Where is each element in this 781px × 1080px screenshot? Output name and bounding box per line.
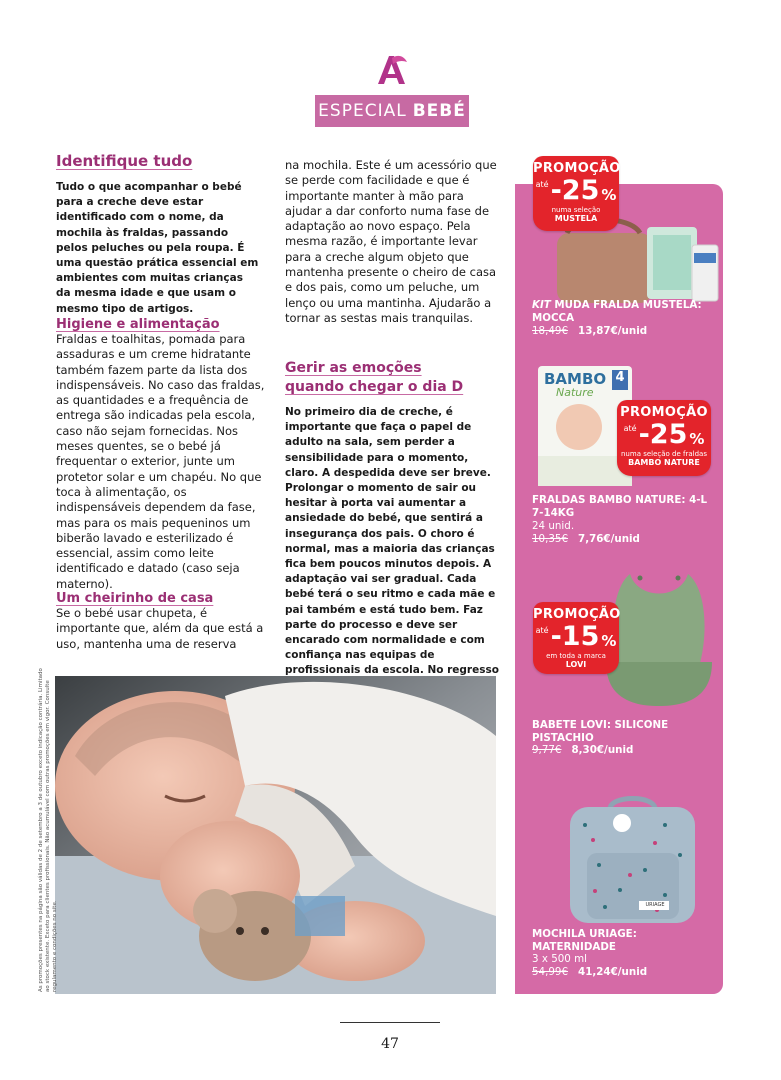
page-number: 47	[381, 1036, 399, 1052]
promo-title: PROMOÇÃO	[533, 161, 621, 176]
text-emocoes: No primeiro dia de creche, é importante que faça o papel de adulto na sala, sem perder a sensibilidade para o momento, claro. A despedida deve ser breve. Prolongar o momento de sair ou hesitar à porta vai aumentar a ansiedade do bebé, que sentirá a insegurança dos pais. O choro é normal, mas a maioria das crianças fica bem poucos minutos depois. A adaptação vai ser gradual. Cada bebé terá o seu ritmo e cada mãe e pai também e está tudo bem. Faz parte do processo e deve ser encarado com normalidade e com confiança nas equipas de profissionais da escola. No regresso	[285, 406, 499, 677]
promo-ate: até	[623, 424, 637, 433]
product-name-lovi: BABETE LOVI: SILICONE PISTACHIO	[532, 719, 669, 744]
text-identifique: Tudo o que acompanhar o bebé para a creche deve estar identificado com o nome, da mochila às fraldas, passando pelos peluches ou pela roupa. É uma questão prática essencial em ambientes com muitas crianças da mesma idade e que usam o mesmo tipo de artigos.	[56, 181, 259, 315]
promo-badge-bambo	[617, 400, 711, 476]
text-higiene: Fraldas e toalhitas, pomada para assaduras e um creme hidratante também fazem parte da lista dos indispensáveis. No caso das fraldas, as quantidades e a frequência de entrega são indicadas pela escola, caso não sejam fornecidas. Nos meses quentes, se o bebé já frequentar o exterior, junte um protetor solar e um chapéu. No que toca à alimentação, os indispensáveis dependem da fase, mas para os mais pequeninos um biberão lavado e esterilizado é essencial, assim como leite identificado e datado (caso seja materno).	[56, 332, 265, 591]
promo-percent: %	[601, 186, 617, 204]
auchan-bird-logo	[372, 52, 410, 86]
promo-ate: até	[535, 626, 549, 635]
footer-rule	[340, 1022, 440, 1023]
product-sub-bambo: 24 unid.	[532, 520, 575, 532]
price-mustela	[532, 325, 647, 338]
promo-value: -15	[550, 621, 600, 652]
pack-baby-picture	[556, 404, 602, 450]
product-name-kit: KIT	[532, 299, 551, 311]
text-mochila-continuation: na mochila. Este é um acessório que se perde com facilidade e que é importante manter à mão para ajudar a dar conforto numa fase de adaptação ao novo espaço. Pela mesma razão, é importante levar para a creche algum objeto que mantenha presente o cheiro de casa e dos pais, como um peluche, um lenço ou uma mantinha. Ajudarão a tornar as sestas mais tranquilas.	[285, 158, 497, 325]
old-price: 54,99€	[532, 966, 569, 978]
product-name-mustela	[532, 299, 712, 325]
promo-badge-mustela	[533, 156, 619, 231]
promo-brand: BAMBO NATURE	[628, 458, 700, 467]
backpack-label: URIAGE	[645, 902, 665, 908]
old-price: 9,77€	[532, 744, 562, 756]
pack-sub: Nature	[556, 386, 594, 399]
promo-note: em toda a marca	[546, 652, 606, 660]
promo-title: PROMOÇÃO	[620, 405, 708, 420]
price-bambo	[532, 533, 640, 546]
legal-disclaimer: As promoções presentes na página são válidas de 2 de setembro a 3 de outubro exceto indicação contrária. Limitado ao stock existente. Exceto para clientes profissionais. Não acumulável com outras promoções em vigor. Consulte regulamento e condições no site.	[38, 668, 58, 992]
new-price: 41,24€/unid	[578, 966, 648, 978]
heading-identifique: Identifique tudo	[56, 152, 193, 170]
promo-title: PROMOÇÃO	[533, 607, 621, 622]
promo-badge-lovi	[533, 602, 619, 674]
price-uriage	[532, 966, 647, 979]
section-tag	[315, 95, 469, 127]
promo-value: -25	[550, 175, 600, 206]
new-price: 8,30€/unid	[571, 744, 634, 756]
product-name-rest: MUDA FRALDA MUSTELA: MOCCA	[532, 299, 702, 324]
old-price: 10,35€	[532, 533, 569, 545]
uriage-backpack-image	[565, 795, 700, 925]
promo-value: -25	[638, 419, 688, 450]
promo-brand: MUSTELA	[554, 214, 598, 223]
product-sub-uriage: 3 x 500 ml	[532, 953, 588, 965]
promo-note: numa seleção de fraldas	[621, 450, 707, 458]
pack-brand: BAMBO	[544, 370, 607, 388]
heading-cheirinho: Um cheirinho de casa	[56, 591, 214, 606]
promo-percent: %	[601, 632, 617, 650]
old-price: 18,49€	[532, 325, 569, 337]
pack-size: 4	[612, 370, 628, 390]
product-name-bambo: FRALDAS BAMBO NATURE: 4-L 7-14KG	[532, 494, 708, 519]
sleeping-baby-photo	[55, 676, 496, 994]
promo-ate: até	[535, 180, 549, 189]
text-cheirinho: Se o bebé usar chupeta, é importante que, além da que está a uso, mantenha uma de reserva	[56, 606, 264, 651]
product-name-uriage: MOCHILA URIAGE: MATERNIDADE	[532, 928, 637, 953]
heading-higiene: Higiene e alimentação	[56, 317, 220, 332]
new-price: 13,87€/unid	[578, 325, 648, 337]
promo-brand: LOVI	[565, 660, 587, 669]
promo-note: numa seleção	[551, 206, 601, 214]
price-lovi	[532, 744, 633, 757]
heading-emocoes: Gerir as emoções quando chegar o dia D	[285, 360, 464, 395]
section-tag-light: ESPECIAL	[318, 101, 407, 121]
new-price: 7,76€/unid	[578, 533, 640, 545]
promo-percent: %	[689, 430, 705, 448]
section-tag-bold: BEBÉ	[412, 101, 466, 121]
